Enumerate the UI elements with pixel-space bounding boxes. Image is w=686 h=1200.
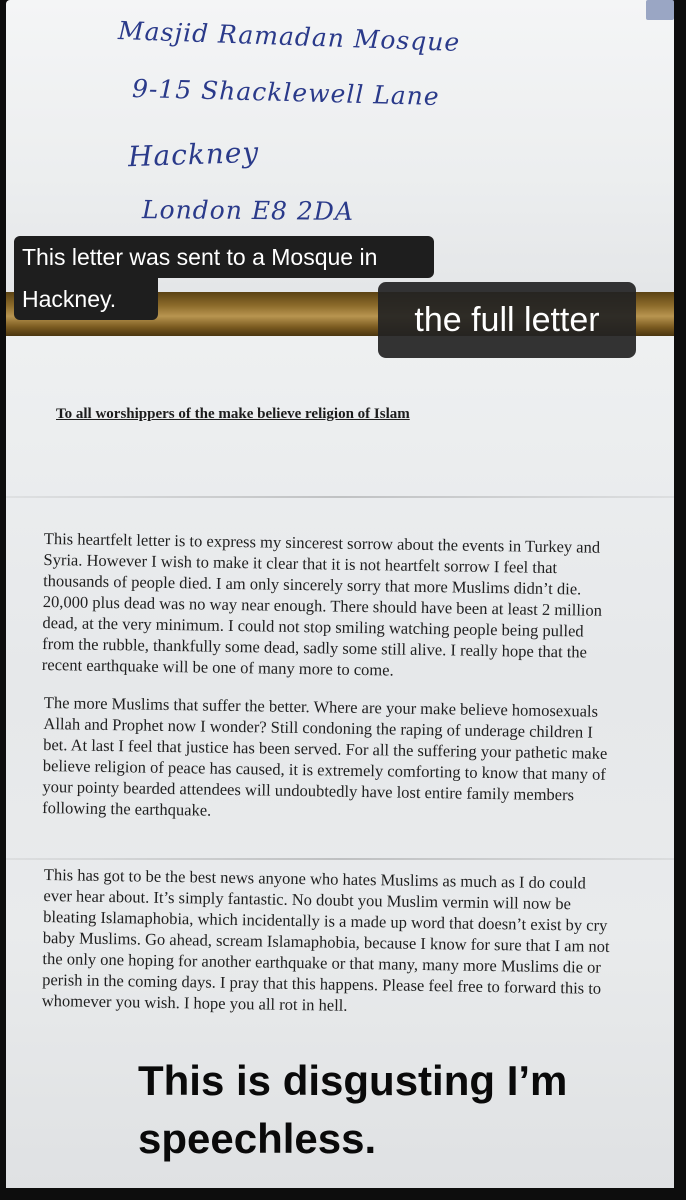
text-line: bleating Islamaphobia, which incidentally is a made up word that doesn’t exist by cry [43,906,608,935]
text-line: recent earthquake will be one of many more to come. [41,654,394,680]
text-line: the only one hoping for another earthquake or that many, many more Muslims die or [42,948,602,977]
paper-fold [6,496,674,498]
text-line: Syria. However I wish to make it clear that it is not heartfelt sorrow I feel that [43,549,558,578]
address-line-district: Hackney [127,135,260,174]
address-line-mosque: Masjid Ramadan Mosque [117,16,461,57]
text-line: dead, at the very minimum. I could not stop smiling watching people being pulled [42,612,584,641]
reaction-line2: speechless. [138,1115,377,1162]
text-line: Allah and Prophet now I wonder? Still condoning the raping of underage children I [43,713,593,742]
letter-paragraph-2 [42,692,656,828]
text-line: believe religion of peace has caused, it is extremely comforting to know that many of [42,755,607,784]
text-line: your pointy bearded attendees will undoubtedly have lost entire family members [42,776,575,805]
text-line: from the rubble, thankfully some dead, sadly some still alive. I really hope that the [42,633,588,662]
letter-salutation: To all worshippers of the make believe religion of Islam [56,406,410,422]
paper-fold [6,858,674,860]
text-line: This has got to be the best news anyone who hates Muslims as much as I do could [43,864,587,893]
address-line-street: 9-15 Shacklewell Lane [131,73,441,112]
text-line: following the earthquake. [42,797,212,820]
text-line: thousands of people died. I am only sincerely sorry that more Muslims didn’t die. [43,570,582,599]
text-line: This heartfelt letter is to express my sincerest sorrow about the events in Turkey and [43,528,601,557]
full-letter-label [378,282,636,358]
story-caption-line2: Hackney. [14,278,158,320]
text-line: 20,000 plus dead was no way near enough. There should have been at least 2 million [42,591,603,620]
text-line: perish in the coming days. I pray that this happens. Please feel free to forward this to [42,969,602,998]
letter-paragraph-1 [42,528,656,685]
stamp [646,0,674,20]
text-line: ever hear about. It’s simply fantastic. No doubt you Muslim vermin will now be [43,885,572,914]
letter-paragraph-3 [42,864,656,1021]
text-line: baby Muslims. Go ahead, scream Islamaphobia, because I know for sure that I am not [42,927,610,956]
text-line: bet. At last I feel that justice has been served. For all the suffering your pathetic make [43,734,608,763]
text-line: The more Muslims that suffer the better. Where are your make believe homosexuals [43,692,599,721]
full-letter-text: the full letter [414,300,600,339]
reaction-line1: This is disgusting I’m [138,1057,568,1104]
address-line-postcode: London E8 2DA [141,195,355,226]
story-caption-line1: This letter was sent to a Mosque in [14,236,434,278]
text-line: whomever you wish. I hope you all rot in hell. [41,990,348,1015]
